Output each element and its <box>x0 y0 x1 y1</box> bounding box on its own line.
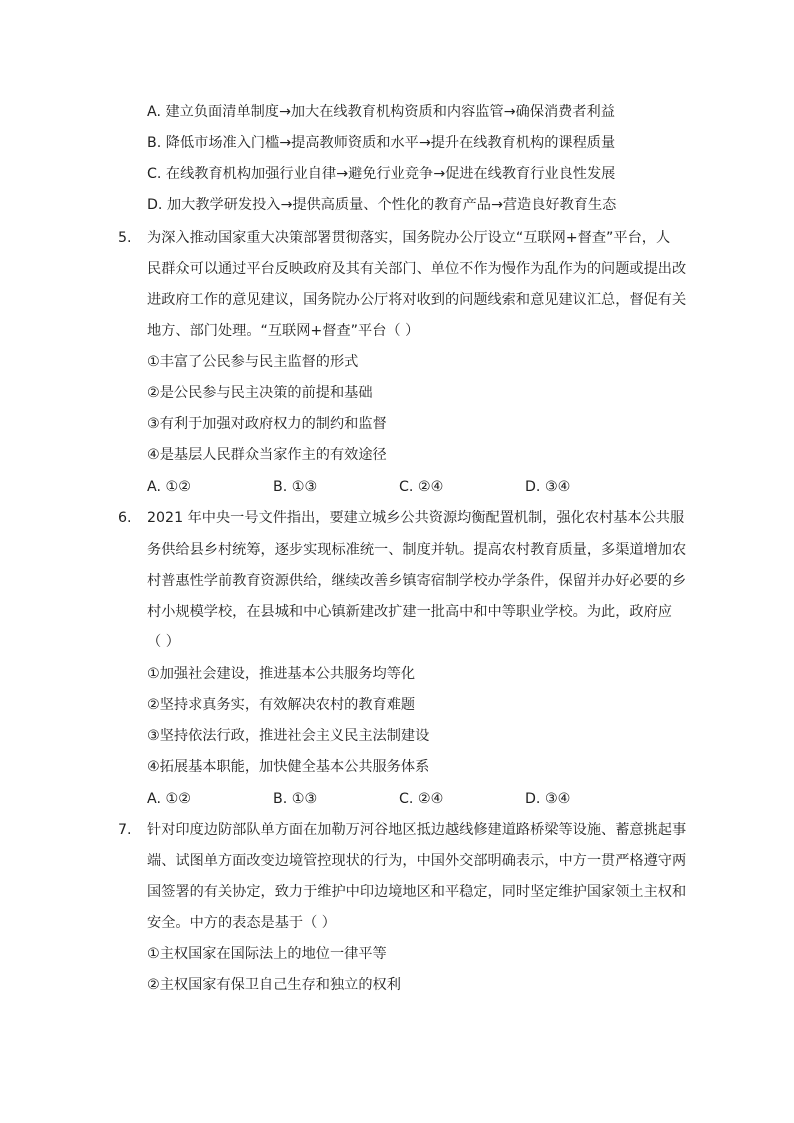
q6-choice-a: A. ①② <box>147 791 191 807</box>
q7-statement-1: ①主权国家在国际法上的地位一律平等 <box>147 946 387 962</box>
q4-option-c: C. 在线教育机构加强行业自律→避免行业竞争→促进在线教育行业良性发展 <box>147 166 616 182</box>
q6-choice-d: D. ③④ <box>525 791 571 807</box>
q6-stem-line-5: （ ） <box>147 634 180 650</box>
q7-statement-2: ②主权国家有保卫自己生存和独立的权利 <box>147 977 401 993</box>
q4-option-b: B. 降低市场准入门槛→提高教师资质和水平→提升在线教育机构的课程质量 <box>147 135 616 151</box>
q6-choice-b: B. ①③ <box>273 791 318 807</box>
q6-statement-4: ④拓展基本职能，加快健全基本公共服务体系 <box>147 759 430 775</box>
q5-statement-3: ③有利于加强对政府权力的制约和监督 <box>147 416 387 432</box>
q7-stem-line-3: 国签署的有关协定，致力于维护中印边境地区和平稳定，同时坚定维护国家领土主权和 <box>147 884 687 900</box>
q5-choice-a: A. ①② <box>147 479 191 495</box>
q5-choice-d: D. ③④ <box>525 479 571 495</box>
q5-statement-4: ④是基层人民群众当家作主的有效途径 <box>147 447 387 463</box>
q5-number: 5. <box>118 230 132 246</box>
q4-option-a: A. 建立负面清单制度→加大在线教育机构资质和内容监管→确保消费者利益 <box>147 104 615 120</box>
q5-stem-line-1: 为深入推动国家重大决策部署贯彻落实，国务院办公厅设立“互联网+督查”平台，人 <box>147 230 671 246</box>
q7-stem-line-1: 针对印度边防部队单方面在加勒万河谷地区抵边越线修建道路桥梁等设施、蓄意挑起事 <box>147 822 687 838</box>
q4-option-d: D. 加大教学研发投入→提供高质量、个性化的教育产品→营造良好教育生态 <box>147 197 617 213</box>
q7-stem-line-4: 安全。中方的表态是基于（ ） <box>147 915 336 931</box>
q6-statement-2: ②坚持求真务实，有效解决农村的教育难题 <box>147 697 416 713</box>
q6-stem-line-3: 村普惠性学前教育资源供给，继续改善乡镇寄宿制学校办学条件，保留并办好必要的乡 <box>147 573 687 589</box>
q7-number: 7. <box>118 822 132 838</box>
q6-stem-line-2: 务供给县乡村统筹，逐步实现标准统一、制度并轨。提高农村教育质量，多渠道增加农 <box>147 542 687 558</box>
q5-stem-line-2: 民群众可以通过平台反映政府及其有关部门、单位不作为慢作为乱作为的问题或提出改 <box>147 261 687 277</box>
q5-stem-line-3: 进政府工作的意见建议，国务院办公厅将对收到的问题线索和意见建议汇总，督促有关 <box>147 292 687 308</box>
q6-statement-3: ③坚持依法行政，推进社会主义民主法制建设 <box>147 728 430 744</box>
q6-number: 6. <box>118 510 132 526</box>
q5-stem-line-4: 地方、部门处理。“互联网+督查”平台（ ） <box>147 323 420 339</box>
q5-statement-1: ①丰富了公民参与民主监督的形式 <box>147 354 359 370</box>
q7-stem-line-2: 端、试图单方面改变边境管控现状的行为，中国外交部明确表示，中方一贯严格遵守两 <box>147 853 687 869</box>
q5-choice-b: B. ①③ <box>273 479 318 495</box>
q6-statement-1: ①加强社会建设，推进基本公共服务均等化 <box>147 666 416 682</box>
q6-stem-line-1: 2021 年中央一号文件指出，要建立城乡公共资源均衡配置机制，强化农村基本公共服 <box>147 510 685 526</box>
q5-statement-2: ②是公民参与民主决策的前提和基础 <box>147 385 373 401</box>
q6-choice-c: C. ②④ <box>399 791 444 807</box>
q5-choice-c: C. ②④ <box>399 479 444 495</box>
q6-stem-line-4: 村小规模学校，在县城和中心镇新建改扩建一批高中和中等职业学校。为此，政府应 <box>147 604 672 620</box>
